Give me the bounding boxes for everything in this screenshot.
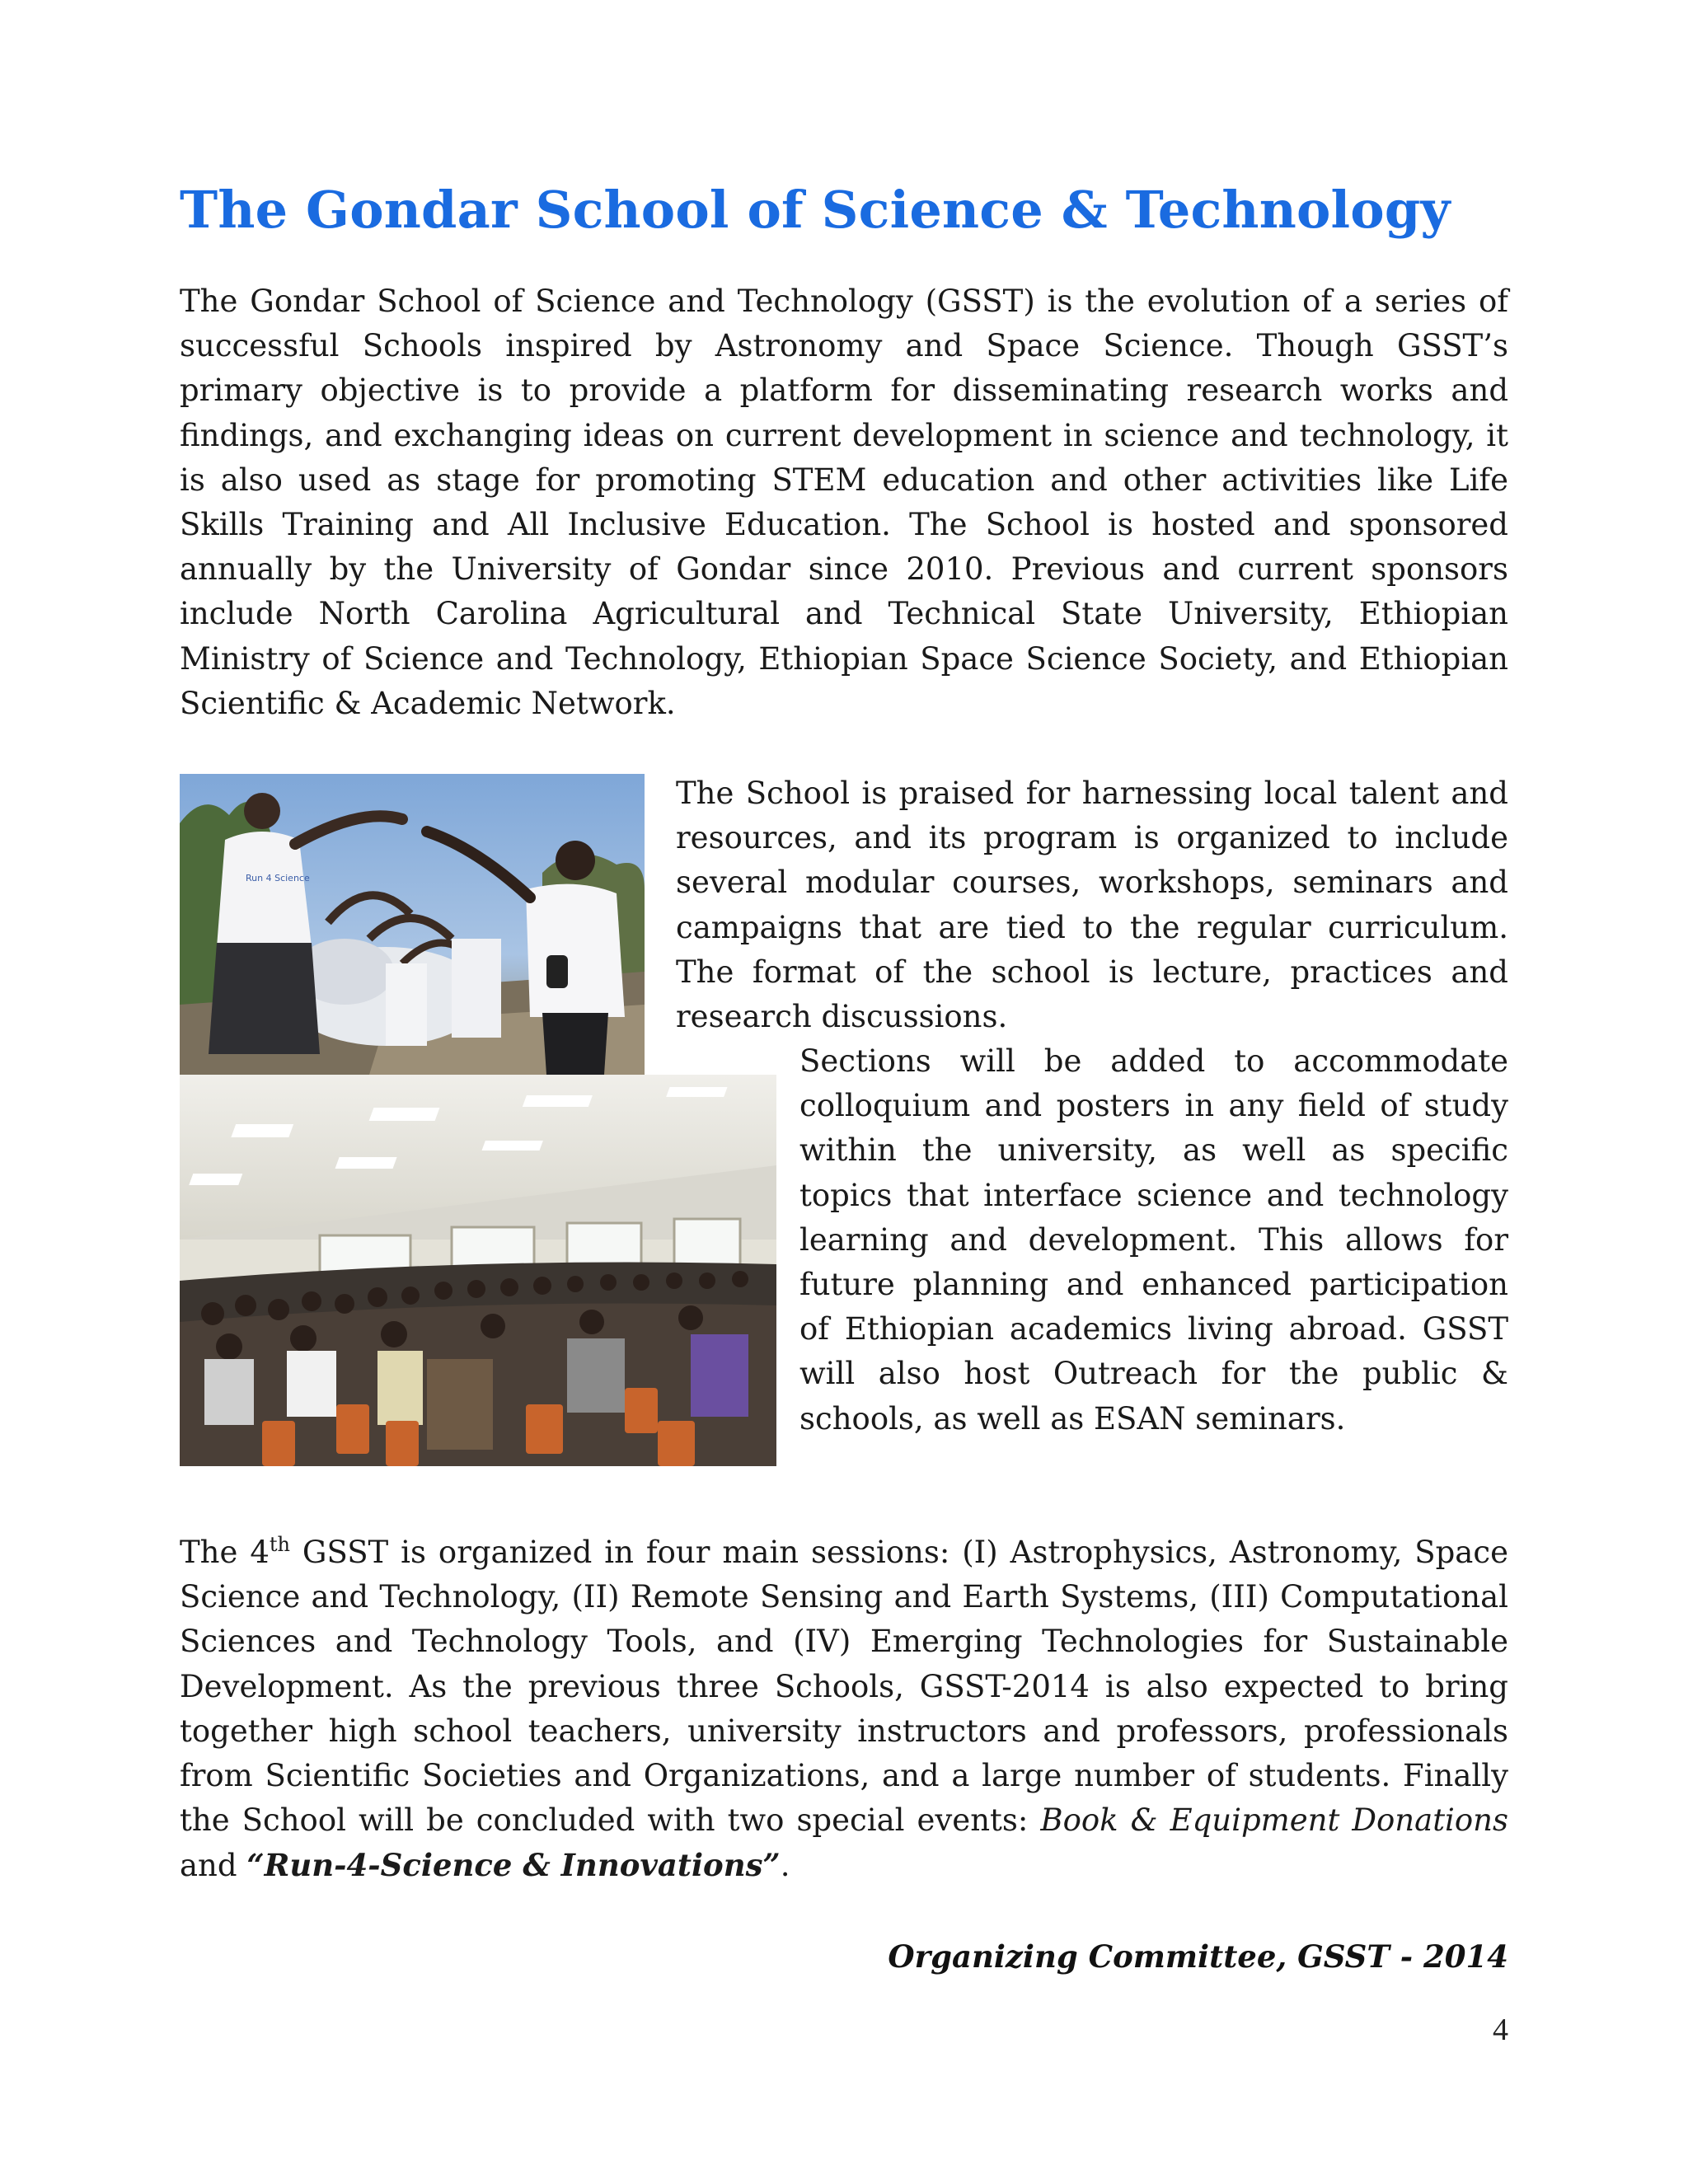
program-paragraph-part1: The School is praised for harnessing local talent and resources, and its program is organized to include several modular courses, workshops, seminars and campaigns that are tied to the regular curriculum. The format of the school is lecture, practices and research discussions. (676, 776, 1508, 1035)
page-title: The Gondar School of Science & Technology (180, 180, 1451, 240)
signature-line: Organizing Committee, GSST - 2014 (888, 1938, 1508, 1975)
page-number: 4 (1493, 2013, 1508, 2047)
intro-paragraph: The Gondar School of Science and Technology (GSST) is the evolution of a series of successful Schools inspired by Astronomy and Space Science. Though GSST’s primary objective is to provide a platform for disseminating research works and findings, and exchanging ideas on current development in science and technology, it is also used as stage for promoting STEM education and other activities like Life Skills Training and All Inclusive Education. The School is hosted and sponsored annually by the University of Gondar since 2010. Previous and current sponsors include North Carolina Agricultural and Technical State University, Ethiopian Ministry of Science and Technology, Ethiopian Space Science Society, and Ethiopian Scientific & Academic Network. (180, 284, 1508, 721)
program-paragraph-part2: Sections will be added to accommodate colloquium and posters in any field of study within the university, as well as specific topics that interface science and technology learning and development. This allows for future planning and enhanced participation of Ethiopian academics living abroad. GSST will also host Outreach for the public & schools, as well as ESAN seminars. (799, 1043, 1508, 1436)
sessions-paragraph (180, 1530, 1508, 1889)
lecture-hall-photo (180, 1075, 776, 1466)
sessions-lead-a: The 4 (180, 1535, 270, 1570)
students-outdoor-photo (180, 774, 645, 1075)
sessions-lead-b: GSST is organized in four main sessions: (I) Astrophysics, Astronomy, Space Science and Technology, (II) Remote Sensing and Earth Systems, (III) Computational Sciences and Technology Tools, and (IV) Emerging Technologies for Sustainable Development. As the previous three Schools, GSST-2014 is also expected to bring together high school teachers, university instructors and professors, professionals from Scientific Societies and Organizations, and a large number of students. Finally the School will be concluded with two special events: (180, 1535, 1508, 1839)
event-book-donations: Book & Equipment Donations (1040, 1802, 1508, 1839)
event-run-4-science: “Run-4-Science & Innovations” (246, 1847, 781, 1884)
sessions-end: . (780, 1848, 790, 1884)
svg-text:Run 4 Science: Run 4 Science (246, 873, 310, 883)
ordinal-suffix: th (269, 1533, 290, 1556)
events-connector: and (180, 1848, 247, 1884)
